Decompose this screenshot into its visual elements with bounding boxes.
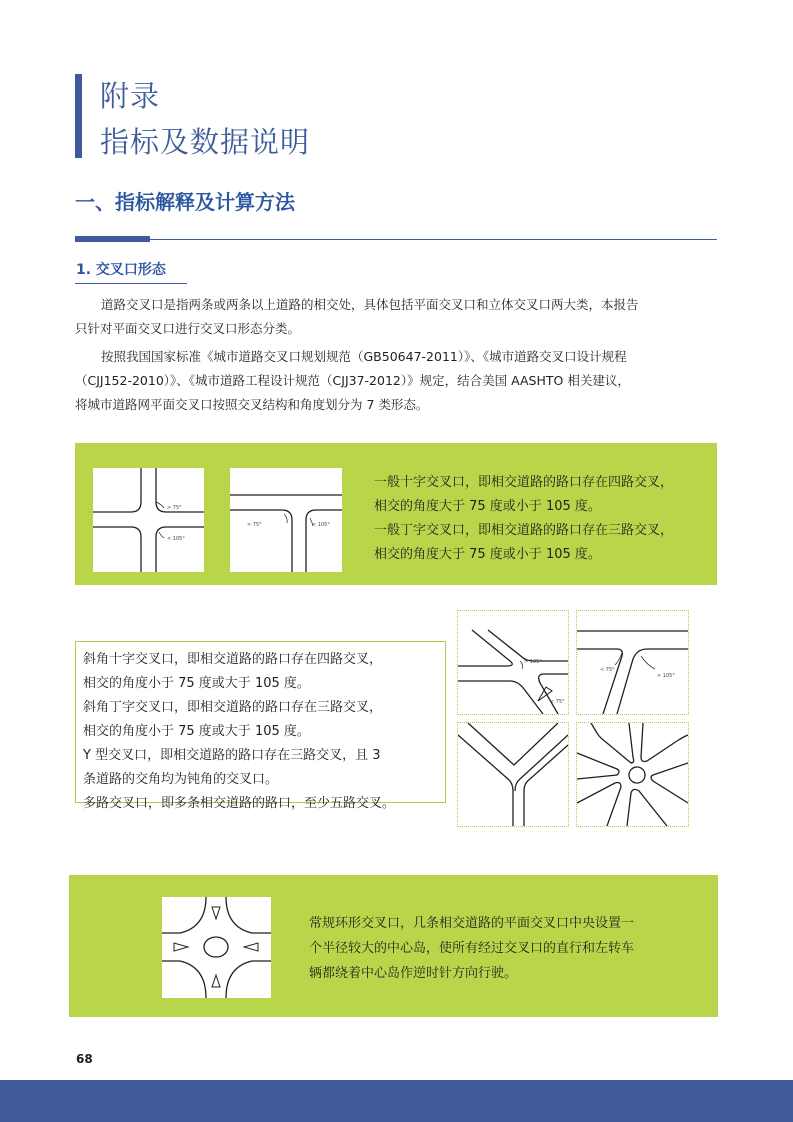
section-rule-accent (75, 236, 150, 242)
description-line: 常规环形交叉口，几条相交道路的平面交叉口中央设置一 (309, 916, 635, 931)
subsection-underline (75, 283, 187, 284)
tee-intersection-diagram (230, 468, 342, 572)
footer-band (0, 1080, 793, 1122)
paragraph-line: 按照我国国家标准《城市道路交叉口规划规范（GB50647-2011）》、《城市道路交叉口设计规程 (101, 349, 627, 364)
description-line: 相交的角度小于 75 度或大于 105 度。 (83, 724, 310, 739)
paragraph-line: 将城市道路网平面交叉口按照交叉结构和角度划分为 7 类形态。 (75, 397, 429, 412)
intersection-type-panel-2 (75, 641, 446, 811)
angle-label: < 75° (550, 699, 565, 705)
description-line: 一般丁字交叉口，即相交道路的路口存在三路交叉， (374, 523, 674, 538)
angle-label: < 75° (600, 667, 615, 673)
page-title-line1: 附录 (100, 79, 161, 113)
angle-label: > 105° (524, 659, 542, 665)
multi-way-intersection-diagram (576, 722, 689, 827)
description-line: Y 型交叉口，即相交道路的路口存在三路交叉，且 3 (83, 748, 381, 763)
paragraph-line: （CJJ152-2010）》、《城市道路工程设计规范（CJJ37-2012）》规定，结合美国 AASHTO 相关建议， (75, 373, 630, 388)
description-line: 辆都绕着中心岛作逆时针方向行驶。 (309, 966, 518, 981)
page-title-line2: 指标及数据说明 (100, 125, 311, 159)
skew-tee-intersection-diagram (576, 610, 689, 715)
description-line: 一般十字交叉口，即相交道路的路口存在四路交叉， (374, 475, 674, 490)
paragraph-line: 只针对平面交叉口进行交叉口形态分类。 (75, 321, 301, 336)
description-line: 相交的角度大于 75 度或小于 105 度。 (374, 499, 601, 514)
skew-cross-intersection-diagram (457, 610, 569, 715)
section-heading: 一、指标解释及计算方法 (75, 190, 295, 214)
subsection-heading: 1. 交叉口形态 (76, 262, 166, 278)
title-accent-bar (75, 74, 82, 158)
intersection-type-panel-1 (75, 443, 717, 585)
angle-label: > 75° (167, 505, 182, 511)
y-intersection-diagram (457, 722, 569, 827)
description-line: 相交的角度大于 75 度或小于 105 度。 (374, 547, 601, 562)
roundabout-diagram (162, 897, 271, 998)
page-number: 68 (76, 1052, 93, 1066)
angle-label: > 75° (247, 522, 262, 528)
angle-label: < 105° (167, 536, 185, 542)
angle-label: > 105° (657, 673, 675, 679)
cross-intersection-diagram (93, 468, 204, 572)
intro-paragraph-2 (75, 345, 717, 417)
description-line: 斜角丁字交叉口，即相交道路的路口存在三路交叉， (83, 700, 383, 715)
description-line: 相交的角度小于 75 度或大于 105 度。 (83, 676, 310, 691)
section-rule (150, 239, 717, 240)
description-line: 斜角十字交叉口，即相交道路的路口存在四路交叉， (83, 652, 383, 667)
panel-1-description (374, 471, 673, 567)
intro-paragraph-1 (75, 293, 717, 341)
description-line: 个半径较大的中心岛，使所有经过交叉口的直行和左转车 (309, 941, 635, 956)
paragraph-line: 道路交叉口是指两条或两条以上道路的相交处，具体包括平面交叉口和立体交叉口两大类，本报告 (101, 297, 639, 312)
angle-label: < 105° (312, 522, 330, 528)
panel-3-description (309, 911, 634, 986)
intersection-type-panel-3 (69, 875, 718, 1017)
description-line: 多路交叉口，即多条相交道路的路口，至少五路交叉。 (83, 796, 396, 811)
description-line: 条道路的交角均为钝角的交叉口。 (83, 772, 279, 787)
